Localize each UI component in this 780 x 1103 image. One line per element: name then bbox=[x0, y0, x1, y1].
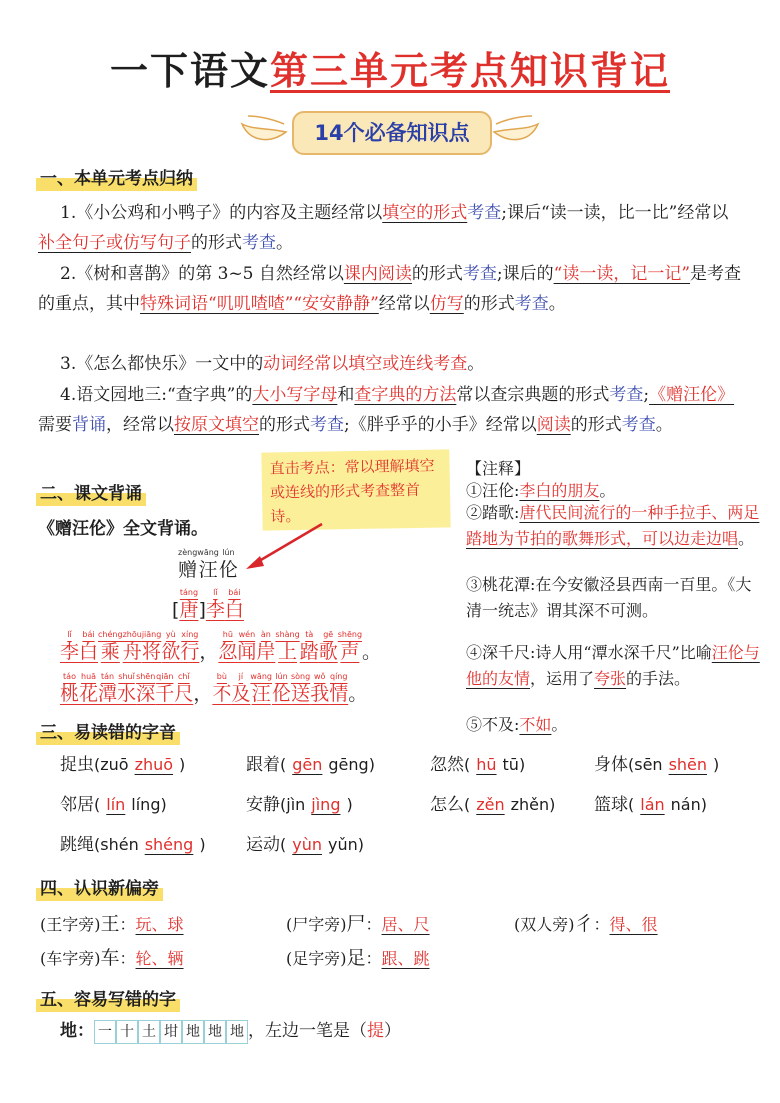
leaf-left-icon bbox=[240, 114, 288, 146]
poem-char: xíng 行 bbox=[180, 630, 200, 663]
poem-char: bái 白 bbox=[79, 630, 99, 663]
poem-line-2: táo 桃 huā 花 tán 潭 shuǐ 水 shēn 深 qiān 千 chǐ 尺 ， bù 不 jí 及 wāng 汪 lún 伦 sòng 送 wǒ 我 qíng 情 。 bbox=[60, 672, 368, 705]
pronunciation-item: 怎么( zěn zhěn) bbox=[430, 795, 556, 815]
stroke-step: 地 bbox=[226, 1020, 248, 1044]
section-heading-5: 五、容易写错的字 bbox=[36, 983, 180, 1012]
poem-char: sòng 送 bbox=[290, 672, 311, 705]
target-char: 地： bbox=[60, 1021, 94, 1041]
arrow-icon bbox=[240, 520, 330, 572]
poem-title: zèng 赠 wāng 汪 lún 伦 bbox=[178, 548, 238, 581]
stroke-step: 地 bbox=[182, 1020, 204, 1044]
poem-char: wǒ 我 bbox=[310, 672, 330, 705]
poem-char: lǐ 李 bbox=[60, 630, 80, 663]
summary-item-1: 1.《小公鸡和小鸭子》的内容及主题经常以填空的形式考查;课后“读一读，比一比”经常以补全句子或仿写句子的形式考查。 bbox=[38, 203, 729, 253]
poem-char: yù 欲 bbox=[161, 630, 181, 663]
summary-item-4: 4.语文园地三:“查字典”的大小写字母和查字典的方法常以查宗典题的形式考查;《赠汪伦》需要背诵，经常以按原文填空的形式考查;《胖乎乎的小手》经常以阅读的形式考查。 bbox=[38, 385, 735, 435]
pronunciation-item: 运动( yùn yǔn) bbox=[246, 835, 364, 855]
pronunciation-item: 跳绳(shén shéng ) bbox=[60, 835, 206, 855]
radical-item: (足字旁)足：跟、跳 bbox=[286, 947, 430, 969]
poem-char: shuǐ 水 bbox=[117, 672, 137, 705]
poem-author: [ táng 唐 ] lǐ 李 bái 白 bbox=[172, 588, 244, 621]
poem-char: jiāng 将 bbox=[141, 630, 162, 663]
stroke-step: 坩 bbox=[160, 1020, 182, 1044]
annotation-4: ④深千尺:诗人用“潭水深千尺”比喻汪伦与他的友情，运用了夸张的手法。 bbox=[466, 643, 760, 688]
poem-char: shàng 上 bbox=[275, 630, 300, 663]
poem-char: qíng 情 bbox=[329, 672, 349, 705]
section-heading-1: 一、本单元考点归纳 bbox=[36, 162, 197, 191]
poem-char: lún 伦 bbox=[271, 672, 291, 705]
poem-char: shēng 声 bbox=[337, 630, 363, 663]
leaf-right-icon bbox=[492, 114, 540, 146]
poem-char: wāng 汪 bbox=[250, 672, 272, 705]
poem-char: wén 闻 bbox=[237, 630, 257, 663]
radical-item: (尸字旁)尸：居、尺 bbox=[286, 913, 430, 935]
recite-instruction: 《赠汪伦》全文背诵。 bbox=[38, 519, 208, 539]
page-title: 一下语文第三单元考点知识背记 bbox=[109, 49, 671, 93]
pronunciation-item: 捉虫(zuō zhuō ) bbox=[60, 755, 186, 775]
annotation-title: 【注释】 bbox=[466, 459, 531, 478]
knowledge-count-badge: 14个必备知识点 bbox=[292, 111, 492, 155]
section-heading-2: 二、课文背诵 bbox=[36, 477, 146, 506]
pronunciation-item: 跟着( gēn gēng) bbox=[246, 755, 375, 775]
poem-char: bù 不 bbox=[212, 672, 232, 705]
poem-char: zhōu 舟 bbox=[122, 630, 142, 663]
poem-char: huā 花 bbox=[79, 672, 99, 705]
poem-char: gē 歌 bbox=[318, 630, 338, 663]
radical-item: (双人旁)彳：得、很 bbox=[514, 913, 658, 935]
section-heading-4: 四、认识新偏旁 bbox=[36, 872, 163, 901]
pronunciation-item: 安静(jìn jìng ) bbox=[246, 795, 353, 815]
poem-char: jí 及 bbox=[231, 672, 251, 705]
stroke-step: 一 bbox=[94, 1020, 116, 1044]
poem-line-1: lǐ 李 bái 白 chéng 乘 zhōu 舟 jiāng 将 yù 欲 xíng 行 ， hū 忽 wén 闻 àn 岸 shàng 上 tà 踏 gē 歌 shēng 声 。 bbox=[60, 630, 382, 663]
summary-item-2: 2.《树和喜鹊》的第 3~5 自然经常以课内阅读的形式考查;课后的“读一读，记一记”是考查的重点，其中特殊词语“叽叽喳喳”“安安静静”经常以仿写的形式考查。 bbox=[38, 264, 742, 314]
radical-item: (车字旁)车：轮、辆 bbox=[40, 947, 184, 969]
pronunciation-item: 邻居( lín líng) bbox=[60, 795, 167, 815]
radical-item: (王字旁)王：玩、球 bbox=[40, 913, 184, 935]
poem-char: hū 忽 bbox=[218, 630, 238, 663]
exam-tip-callout: 直击考点：常以理解填空或连线的形式考查整首诗。 bbox=[261, 449, 450, 530]
stroke-order-row: 地： 一 十 土 坩 地 地 地 ，左边一笔是（提） bbox=[60, 1016, 401, 1044]
annotation-2: ②踏歌:唐代民间流行的一种手拉手、两足踏地为节拍的歌舞形式，可以边走边唱。 bbox=[466, 503, 760, 548]
summary-item-3: 3.《怎么都快乐》一文中的动词经常以填空或连线考查。 bbox=[60, 354, 485, 374]
poem-char: qiān 千 bbox=[155, 672, 175, 705]
stroke-step: 十 bbox=[116, 1020, 138, 1044]
section-heading-3: 三、易读错的字音 bbox=[36, 716, 180, 745]
poem-char: shēn 深 bbox=[136, 672, 156, 705]
annotation-3: ③桃花潭:在今安徽泾县西南一百里。《大清一统志》谓其深不可测。 bbox=[466, 575, 752, 620]
poem-char: tà 踏 bbox=[299, 630, 319, 663]
stroke-step: 土 bbox=[138, 1020, 160, 1044]
poem-char: àn 岸 bbox=[256, 630, 276, 663]
pronunciation-item: 忽然( hū tū) bbox=[430, 755, 526, 775]
pronunciation-item: 身体(sēn shēn ) bbox=[594, 755, 720, 775]
poem-char: chéng 乘 bbox=[98, 630, 123, 663]
poem-char: tán 潭 bbox=[98, 672, 118, 705]
annotation-5: ⑤不及:不如。 bbox=[466, 715, 568, 734]
pronunciation-item: 篮球( lán nán) bbox=[594, 795, 707, 815]
poem-char: chǐ 尺 bbox=[174, 672, 194, 705]
poem-char: táo 桃 bbox=[60, 672, 80, 705]
stroke-step: 地 bbox=[204, 1020, 226, 1044]
annotation-1: ①汪伦:李白的朋友。 bbox=[466, 481, 616, 500]
